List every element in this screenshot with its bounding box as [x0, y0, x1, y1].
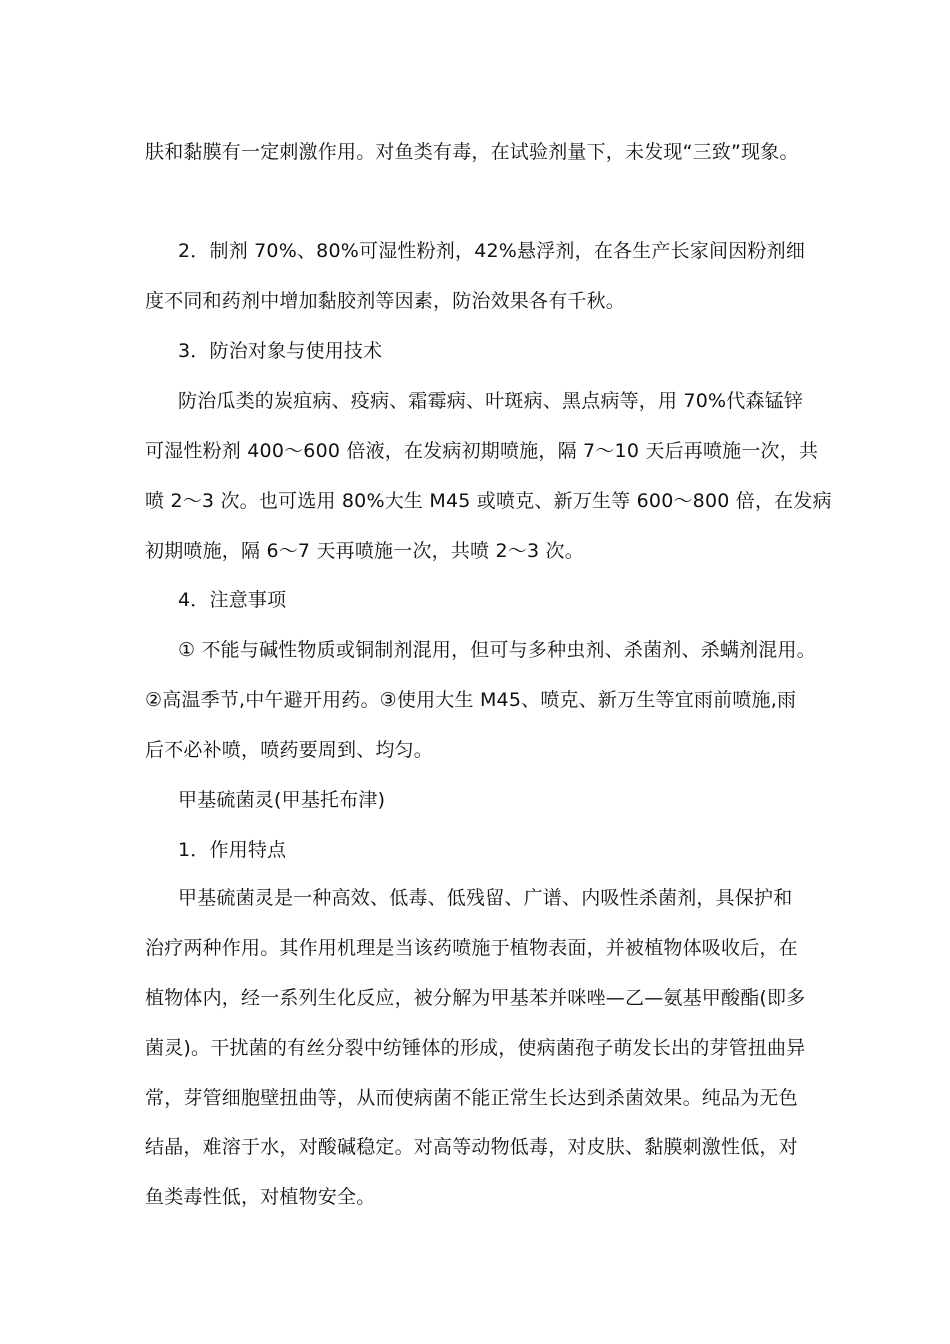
text-line-11: ②高温季节,中午避开用药。③使用大生 M45、喷克、新万生等宜雨前喷施,雨	[145, 689, 797, 711]
text-line-17: 植物体内，经一系列生化反应，被分解为甲基苯并咪唑—乙—氨基甲酸酯(即多	[145, 987, 806, 1009]
text-line-2: 2．制剂 70%、80%可湿性粉剂，42%悬浮剂，在各生产长家间因粉剂细	[178, 240, 806, 262]
text-line-7: 喷 2～3 次。也可选用 80%大生 M45 或喷克、新万生等 600～800 倍，在发病	[145, 490, 832, 512]
text-line-10: ① 不能与碱性物质或铜制剂混用，但可与多种虫剂、杀菌剂、杀螨剂混用。	[178, 639, 816, 661]
text-line-6: 可湿性粉剂 400～600 倍液，在发病初期喷施，隔 7～10 天后再喷施一次，共	[145, 440, 819, 462]
text-line-20: 结晶，难溶于水，对酸碱稳定。对高等动物低毒，对皮肤、黏膜刺激性低，对	[145, 1136, 798, 1158]
text-line-15: 甲基硫菌灵是一种高效、低毒、低残留、广谱、内吸性杀菌剂，具保护和	[178, 887, 793, 909]
text-line-21: 鱼类毒性低，对植物安全。	[145, 1186, 376, 1208]
text-line-8: 初期喷施，隔 6～7 天再喷施一次，共喷 2～3 次。	[145, 540, 584, 562]
text-line-12: 后不必补喷，喷药要周到、均匀。	[145, 739, 434, 761]
text-line-18: 菌灵)。干扰菌的有丝分裂中纺锤体的形成，使病菌孢子萌发长出的芽管扭曲异	[145, 1037, 806, 1059]
text-line-5: 防治瓜类的炭疽病、疫病、霜霉病、叶斑病、黑点病等，用 70%代森锰锌	[178, 390, 804, 412]
section-heading-3: 3．防治对象与使用技术	[178, 340, 383, 362]
text-line-1: 肤和黏膜有一定刺激作用。对鱼类有毒，在试验剂量下，未发现“三致”现象。	[145, 141, 799, 163]
section-heading-1: 1．作用特点	[178, 839, 287, 861]
text-line-3: 度不同和药剂中增加黏胶剂等因素，防治效果各有千秋。	[145, 290, 626, 312]
text-line-19: 常，芽管细胞壁扭曲等，从而使病菌不能正常生长达到杀菌效果。纯品为无色	[145, 1087, 798, 1109]
section-heading-4: 4．注意事项	[178, 589, 287, 611]
text-line-16: 治疗两种作用。其作用机理是当该药喷施于植物表面，并被植物体吸收后，在	[145, 937, 798, 959]
product-title: 甲基硫菌灵(甲基托布津)	[178, 789, 386, 811]
